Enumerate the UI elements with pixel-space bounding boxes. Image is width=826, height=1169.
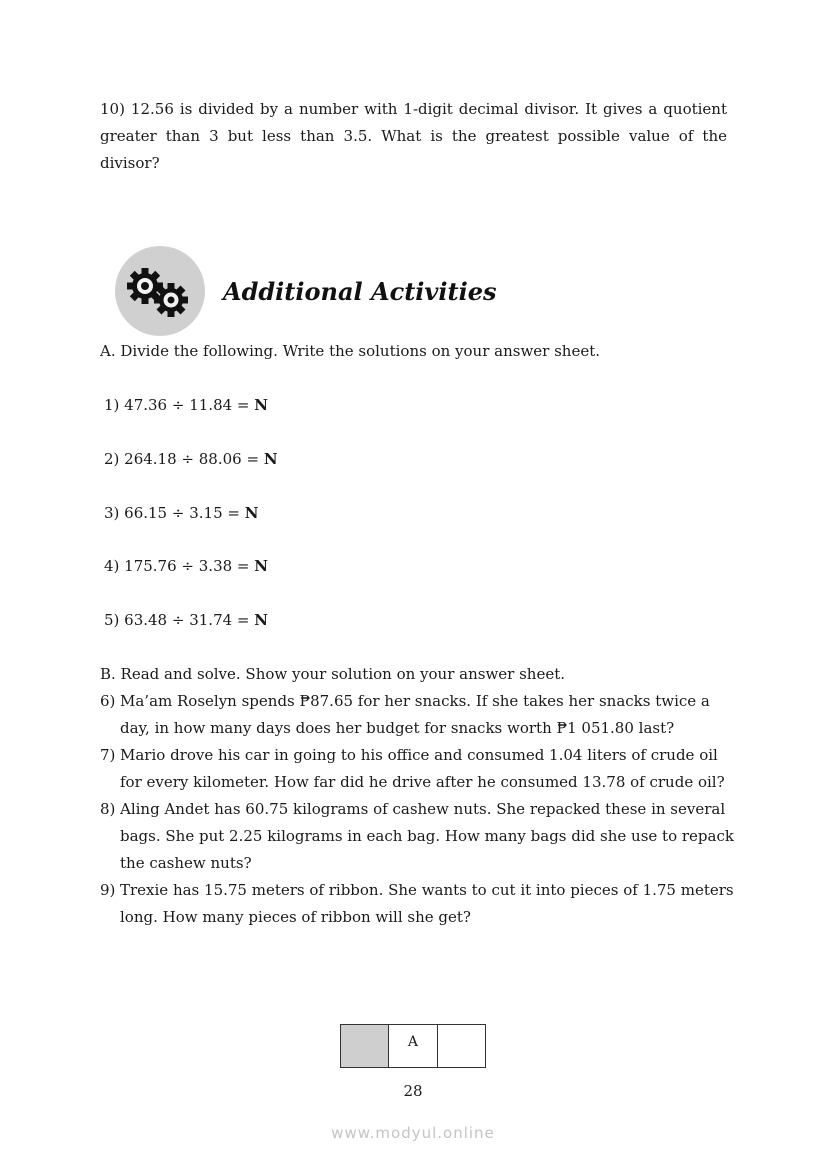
question-10-text: 12.56 is divided by a number with 1-digit decimal divisor. It gives a quotient greater than 3 but less than 3.5. What is the greatest possible value of the divisor? [100,100,727,172]
answer-placeholder: N [254,557,268,575]
word-problem-6 [100,688,740,742]
page-marker-cell [438,1025,485,1067]
word-problem-7 [100,742,740,796]
answer-placeholder: N [254,611,268,629]
division-item-5 [104,607,268,634]
word-problem-8 [100,796,740,877]
gears-badge [115,246,205,336]
word-problem-9 [100,877,740,931]
answer-placeholder: N [254,396,268,414]
part-b [100,661,740,931]
watermark: www.modyul.online [331,1124,495,1142]
part-b-instruction: B. Read and solve. Show your solution on your answer sheet. [100,665,566,683]
division-item-3 [104,500,258,527]
answer-placeholder: N [263,450,278,468]
problem-text: Mario drove his car in going to his office and consumed 1.04 liters of crude oil for every kilometer. How far did he drive after he consumed 13.78 of crude oil? [120,746,725,791]
answer-placeholder: N [244,504,259,522]
problem-number: 7) [100,746,116,764]
problem-text: Trexie has 15.75 meters of ribbon. She wants to cut it into pieces of 1.75 meters long. How many pieces of ribbon will she get? [120,881,734,926]
page-marker-box [340,1024,486,1068]
division-expression: 4) 175.76 ÷ 3.38 = [104,557,255,575]
problem-text: Aling Andet has 60.75 kilograms of cashew nuts. She repacked these in several bags. She put 2.25 kilograms in each bag. How many bags did she use to repack the cashew nuts? [120,800,734,872]
division-item-1 [104,392,268,419]
division-expression: 5) 63.48 ÷ 31.74 = [104,611,255,629]
problem-number: 6) [100,692,116,710]
page-number: 28 [403,1082,423,1100]
gears-icon [115,246,205,336]
page-marker-cell [341,1025,389,1067]
page-marker-cell: A [389,1025,437,1067]
division-expression: 3) 66.15 ÷ 3.15 = [104,504,245,522]
problem-number: 9) [100,881,116,899]
problem-number: 8) [100,800,116,818]
part-a-instruction: A. Divide the following. Write the solutions on your answer sheet. [100,342,601,360]
question-10-number: 10) [100,100,125,118]
division-expression: 2) 264.18 ÷ 88.06 = [104,450,264,468]
problem-text: Ma’am Roselyn spends ₱87.65 for her snacks. If she takes her snacks twice a day, in how many days does her budget for snacks worth ₱1 051.80 last? [120,692,710,737]
division-item-2 [104,446,278,473]
division-expression: 1) 47.36 ÷ 11.84 = [104,396,255,414]
section-title: Additional Activities [223,277,497,306]
division-item-4 [104,553,268,580]
question-10 [100,96,727,177]
